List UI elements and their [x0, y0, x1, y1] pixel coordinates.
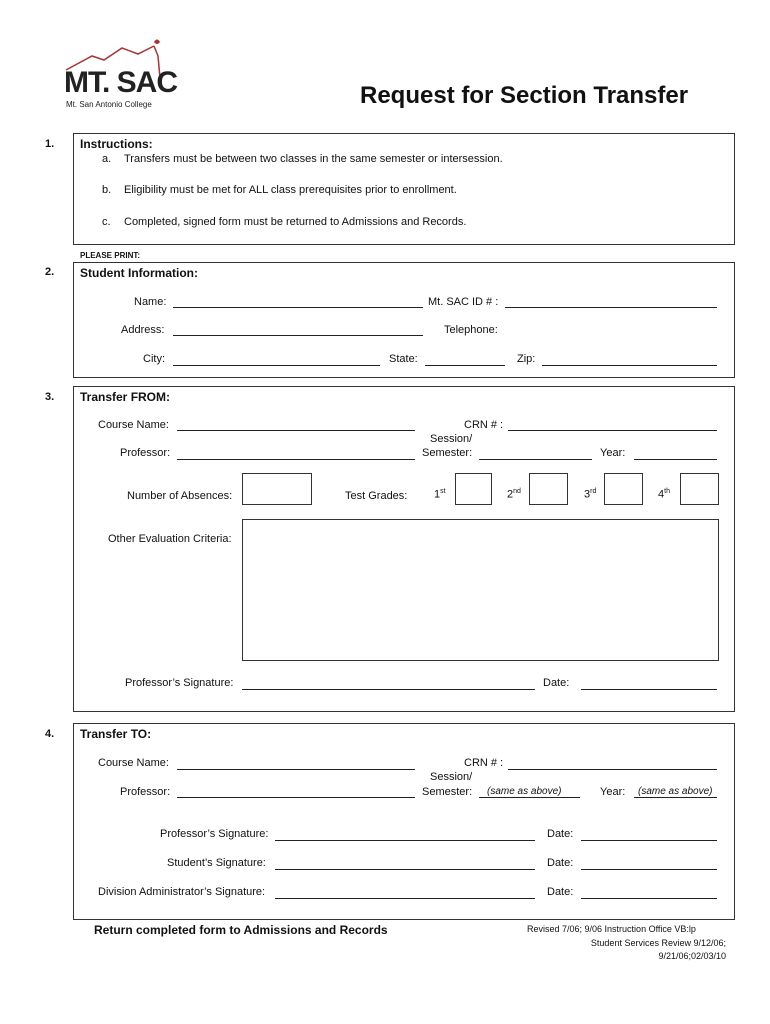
section-4-number: 4.	[45, 728, 55, 740]
to-year-field[interactable]	[634, 797, 717, 798]
grade-3-field[interactable]	[604, 473, 643, 505]
instructions-heading: Instructions:	[80, 137, 153, 151]
item-a-marker: a.	[102, 153, 112, 165]
from-year-label: Year:	[600, 447, 626, 459]
state-label: State:	[389, 353, 418, 365]
grade-1-field[interactable]	[455, 473, 492, 505]
return-instruction: Return completed form to Admissions and Records	[94, 923, 388, 937]
grade-2-label: 2nd	[507, 488, 521, 501]
id-label: Mt. SAC ID # :	[428, 296, 499, 308]
grade-2-field[interactable]	[529, 473, 568, 505]
test-grades-label: Test Grades:	[345, 490, 408, 502]
from-date-field[interactable]	[581, 689, 717, 690]
admin-sig-field[interactable]	[275, 898, 535, 899]
to-date-3-label: Date:	[547, 886, 574, 898]
college-logo	[62, 38, 182, 113]
from-professor-label: Professor:	[120, 447, 171, 459]
address-field[interactable]	[173, 335, 423, 336]
student-sig-field[interactable]	[275, 869, 535, 870]
from-professor-field[interactable]	[177, 459, 415, 460]
grade-4-field[interactable]	[680, 473, 719, 505]
to-date-2-label: Date:	[547, 857, 574, 869]
absences-field[interactable]	[242, 473, 312, 505]
to-date-2-field[interactable]	[581, 869, 717, 870]
from-course-field[interactable]	[177, 430, 415, 431]
from-semester-label: Semester:	[422, 447, 473, 459]
student-sig-label: Student’s Signature:	[167, 857, 266, 869]
to-course-label: Course Name:	[98, 757, 169, 769]
telephone-label: Telephone:	[444, 324, 498, 336]
grade-3-label: 3rd	[584, 488, 597, 501]
to-semester-field[interactable]	[479, 797, 580, 798]
revision-line-1: Revised 7/06; 9/06 Instruction Office VB:lp	[527, 924, 696, 934]
name-label: Name:	[134, 296, 167, 308]
from-semester-field[interactable]	[479, 459, 592, 460]
grade-4-label: 4th	[658, 488, 670, 501]
telephone-field[interactable]	[505, 335, 717, 336]
to-crn-field[interactable]	[508, 769, 717, 770]
item-c-marker: c.	[102, 216, 111, 228]
absences-label: Number of Absences:	[127, 490, 233, 502]
item-c-text: Completed, signed form must be returned to Admissions and Records.	[124, 216, 467, 228]
from-prof-sig-label: Professor’s Signature:	[125, 677, 234, 689]
other-criteria-label: Other Evaluation Criteria:	[108, 533, 232, 545]
from-year-field[interactable]	[634, 459, 717, 460]
from-crn-label: CRN # :	[464, 419, 504, 431]
to-prof-sig-field[interactable]	[275, 840, 535, 841]
zip-label: Zip:	[517, 353, 536, 365]
state-field[interactable]	[425, 365, 505, 366]
other-criteria-field[interactable]	[242, 519, 719, 661]
city-field[interactable]	[173, 365, 380, 366]
revision-line-3: 9/21/06;02/03/10	[658, 951, 726, 961]
to-semester-label: Semester:	[422, 786, 473, 798]
name-field[interactable]	[173, 307, 423, 308]
please-print: PLEASE PRINT:	[80, 251, 141, 260]
zip-field[interactable]	[542, 365, 717, 366]
page-title: Request for Section Transfer	[360, 82, 689, 109]
to-year-label: Year:	[600, 786, 626, 798]
section-3-number: 3.	[45, 391, 55, 403]
address-label: Address:	[121, 324, 165, 336]
from-date-label: Date:	[543, 677, 570, 689]
from-crn-field[interactable]	[508, 430, 717, 431]
from-session-label: Session/	[430, 433, 473, 445]
to-semester-note: (same as above)	[487, 786, 562, 797]
from-prof-sig-field[interactable]	[242, 689, 535, 690]
revision-line-2: Student Services Review 9/12/06;	[590, 938, 726, 948]
item-b-marker: b.	[102, 184, 112, 196]
logo-text: MT. SAC	[64, 66, 177, 99]
to-session-label: Session/	[430, 771, 473, 783]
transfer-to-heading: Transfer TO:	[80, 727, 152, 741]
to-crn-label: CRN # :	[464, 757, 504, 769]
student-info-heading: Student Information:	[80, 266, 198, 280]
to-professor-label: Professor:	[120, 786, 171, 798]
transfer-from-heading: Transfer FROM:	[80, 390, 171, 404]
to-course-field[interactable]	[177, 769, 415, 770]
from-course-label: Course Name:	[98, 419, 169, 431]
to-date-1-label: Date:	[547, 828, 574, 840]
to-professor-field[interactable]	[177, 797, 415, 798]
logo-subtitle: Mt. San Antonio College	[66, 100, 152, 109]
city-label: City:	[143, 353, 165, 365]
id-field[interactable]	[505, 307, 717, 308]
item-b-text: Eligibility must be met for ALL class prerequisites prior to enrollment.	[124, 184, 457, 196]
to-date-1-field[interactable]	[581, 840, 717, 841]
admin-sig-label: Division Administrator’s Signature:	[98, 886, 266, 898]
to-year-note: (same as above)	[638, 786, 713, 797]
item-a-text: Transfers must be between two classes in the same semester or intersession.	[124, 153, 503, 165]
section-2-number: 2.	[45, 266, 55, 278]
section-1-number: 1.	[45, 138, 55, 150]
to-prof-sig-label: Professor’s Signature:	[160, 828, 269, 840]
grade-1-label: 1st	[434, 488, 446, 501]
to-date-3-field[interactable]	[581, 898, 717, 899]
